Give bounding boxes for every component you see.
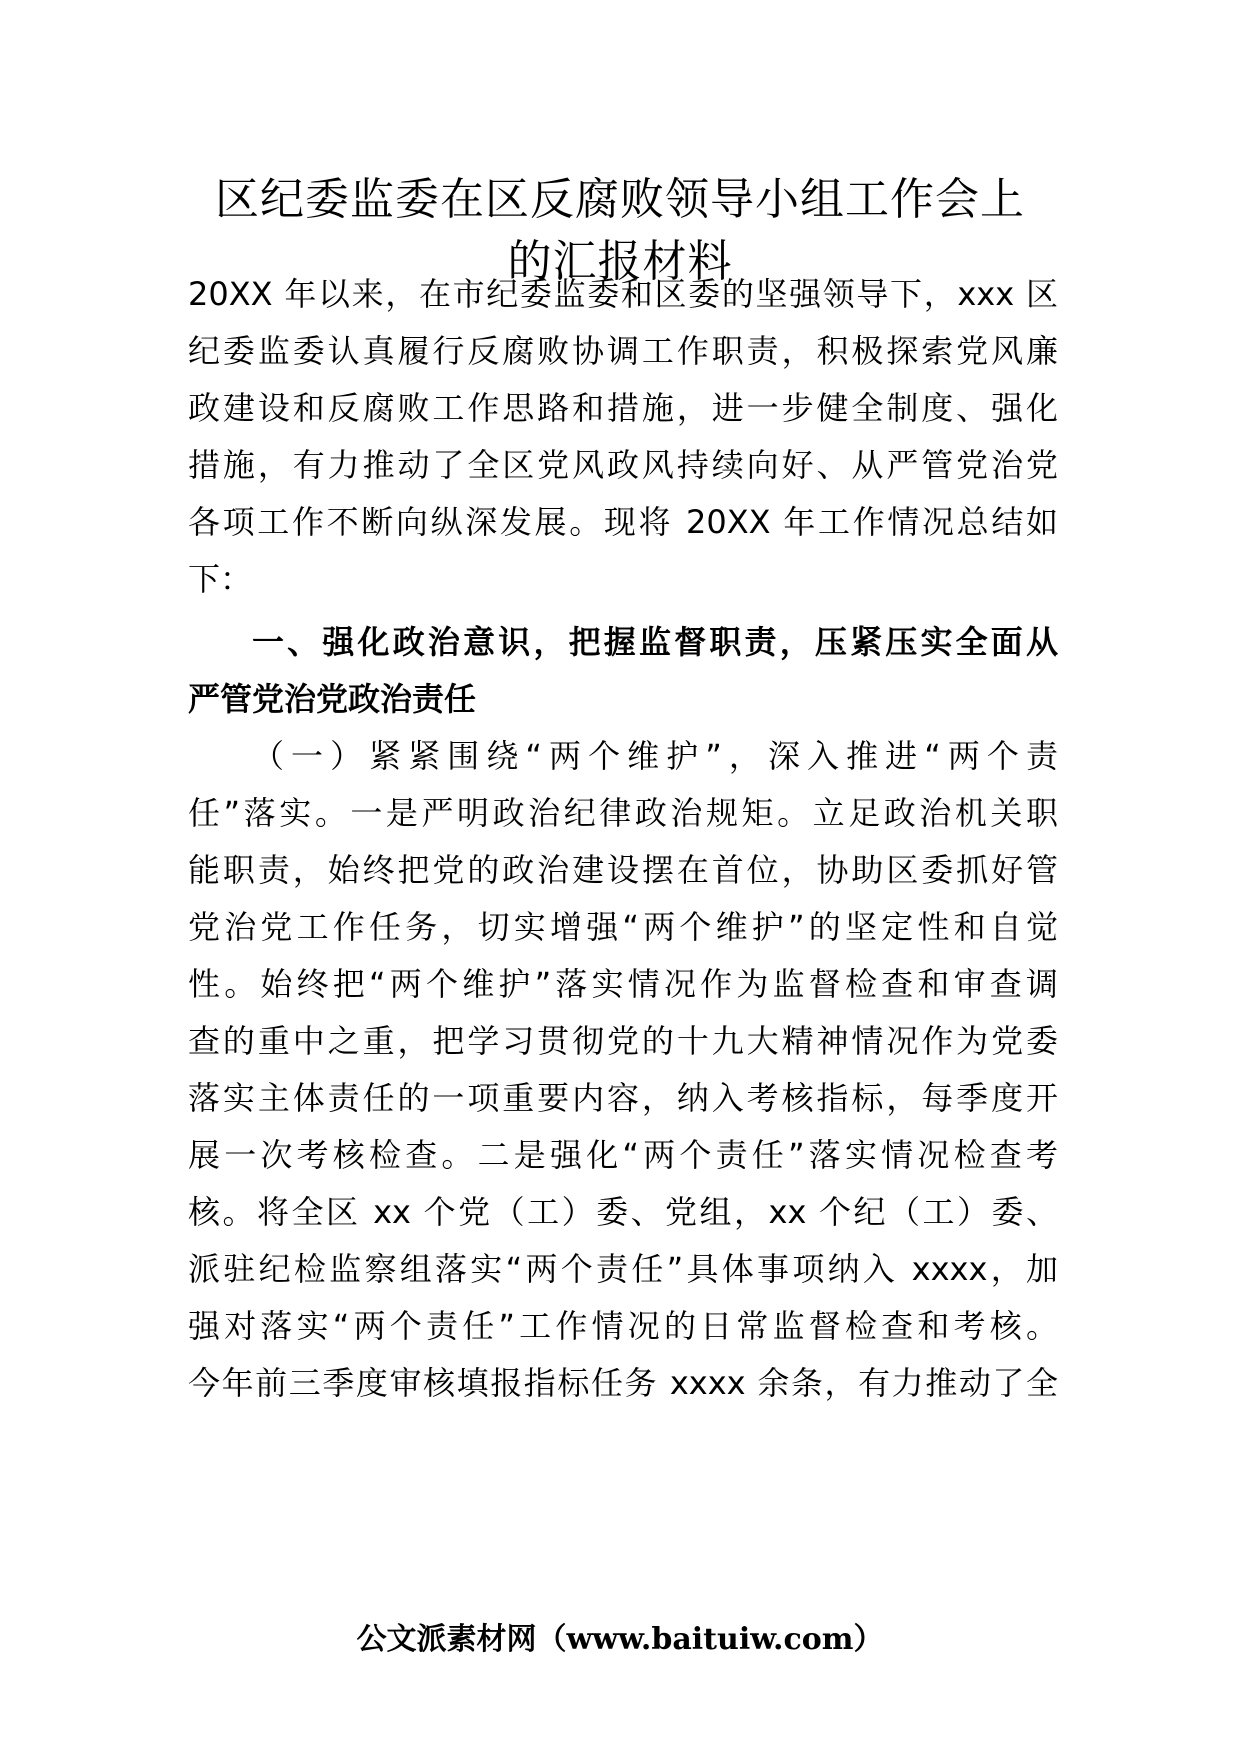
body-line-10: 派驻纪检监察组落实“两个责任”具体事项纳入 xxxx，加 [188, 1250, 1058, 1288]
intro-line-2: 纪委监委认真履行反腐败协调工作职责，积极探索党风廉 [188, 332, 1058, 370]
intro-line-5: 各项工作不断向纵深发展。现将 20XX 年工作情况总结如 [188, 503, 1058, 541]
body-line-8: 展一次考核检查。二是强化“两个责任”落实情况检查考 [188, 1136, 1058, 1174]
body-line-4: 党治党工作任务，切实增强“两个维护”的坚定性和自觉 [188, 908, 1058, 946]
body-line-1: （一）紧紧围绕“两个维护”，深入推进“两个责 [252, 737, 1058, 775]
body-line-9: 核。将全区 xx 个党（工）委、党组，xx 个纪（工）委、 [188, 1193, 1058, 1231]
intro-line-3: 政建设和反腐败工作思路和措施，进一步健全制度、强化 [188, 389, 1058, 427]
body-line-2: 任”落实。一是严明政治纪律政治规矩。立足政治机关职 [188, 794, 1058, 832]
body-line-3: 能职责，始终把党的政治建设摆在首位，协助区委抓好管 [188, 851, 1058, 889]
body-line-11: 强对落实“两个责任”工作情况的日常监督检查和考核。 [188, 1307, 1058, 1345]
body-line-5: 性。始终把“两个维护”落实情况作为监督检查和审查调 [188, 965, 1058, 1003]
intro-line-1: 20XX 年以来，在市纪委监委和区委的坚强领导下，xxx 区 [188, 275, 1058, 313]
body-line-6: 查的重中之重，把学习贯彻党的十九大精神情况作为党委 [188, 1022, 1058, 1060]
document-title-line-2: 的汇报材料 [507, 236, 733, 287]
section-heading-line-1: 一、强化政治意识，把握监督职责，压紧压实全面从 [252, 623, 1058, 661]
footer-watermark: 公文派素材网（www.baituiw.com） [356, 1622, 884, 1657]
intro-line-4: 措施，有力推动了全区党风政风持续向好、从严管党治党 [188, 446, 1058, 484]
section-heading-line-2: 严管党治党政治责任 [188, 680, 477, 718]
document-title-line-1: 区纪委监委在区反腐败领导小组工作会上 [215, 174, 1025, 225]
body-line-7: 落实主体责任的一项重要内容，纳入考核指标，每季度开 [188, 1079, 1058, 1117]
intro-line-6: 下： [188, 560, 253, 598]
body-line-12: 今年前三季度审核填报指标任务 xxxx 余条，有力推动了全 [188, 1364, 1058, 1402]
